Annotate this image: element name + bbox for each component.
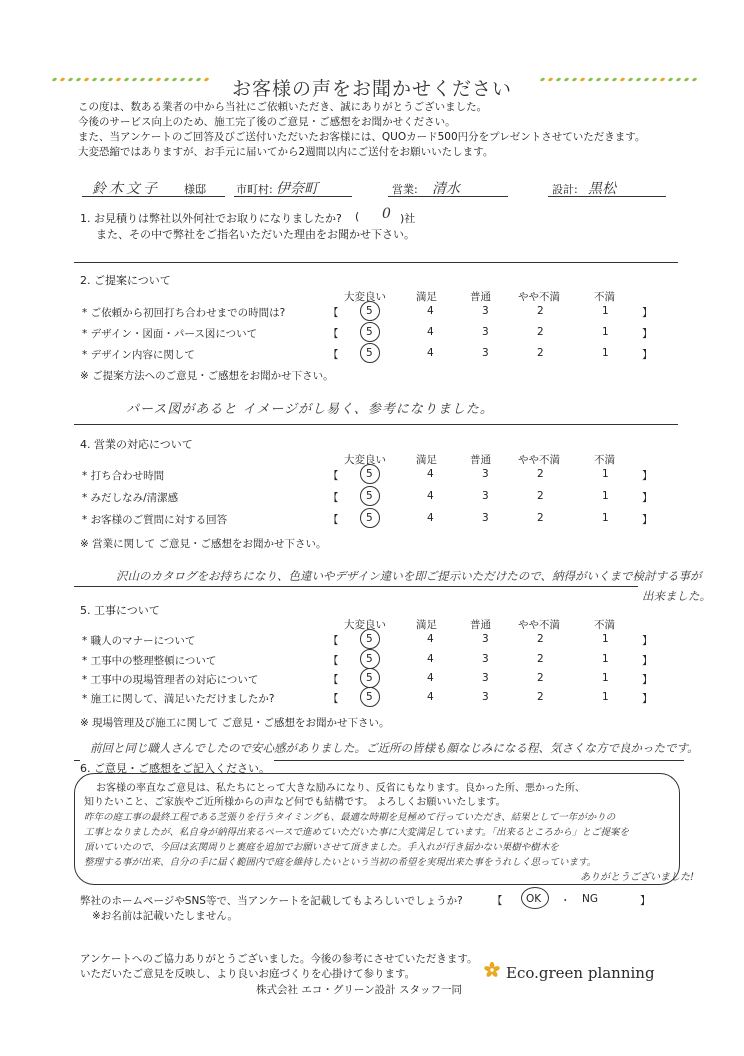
q5-item: * 施工に関して、満足いただけましたか?: [82, 693, 275, 705]
rating-1[interactable]: 1: [602, 305, 609, 317]
q6-title: 6. ご意見・ご感想をご記入ください。: [80, 760, 274, 776]
rating-2[interactable]: 2: [537, 512, 544, 524]
rating-1[interactable]: 1: [602, 468, 609, 480]
bracket-close: 】: [642, 635, 653, 647]
rating-2[interactable]: 2: [537, 305, 544, 317]
bracket-open: 【: [328, 635, 339, 647]
bracket-close: 】: [642, 470, 653, 482]
rating-3[interactable]: 3: [482, 512, 489, 524]
scale-label: 不満: [594, 619, 615, 631]
rating-3[interactable]: 3: [482, 653, 489, 665]
rating-1[interactable]: 1: [602, 653, 609, 665]
rating-5[interactable]: 5: [366, 691, 373, 703]
rating-1[interactable]: 1: [602, 633, 609, 645]
rating-3[interactable]: 3: [482, 672, 489, 684]
scale-label: やや不満: [518, 454, 560, 466]
intro-text: [78, 100, 688, 160]
q5-note: ※ 現場管理及び施工に関して ご意見・ご感想をお聞かせ下さい。: [80, 717, 390, 729]
scale-label: 満足: [416, 291, 437, 303]
divider: [74, 586, 638, 587]
q1-text2: また、その中で弊社をご指名いただいた理由をお聞かせ下さい。: [96, 228, 415, 241]
rating-1[interactable]: 1: [602, 672, 609, 684]
rating-3[interactable]: 3: [482, 490, 489, 502]
rating-5[interactable]: 5: [366, 326, 373, 338]
footer-line2: いただいたご意見を反映し、より良いお庭づくりを心掛けて参ります。: [80, 968, 416, 980]
divider: [548, 196, 666, 197]
rating-2[interactable]: 2: [537, 691, 544, 703]
sns-note: ※お名前は記載いたしません。: [92, 910, 238, 922]
city-label: 市町村:: [236, 183, 273, 196]
rating-2[interactable]: 2: [537, 633, 544, 645]
scale-label: 不満: [594, 454, 615, 466]
bracket-open: 【: [328, 470, 339, 482]
scale-label: 不満: [594, 291, 615, 303]
q1-text: 1. お見積りは弊社以外何社でお取りになりましたか?: [80, 212, 342, 225]
bracket-close: 】: [642, 328, 653, 340]
q2-item: * デザイン・図面・パース図について: [82, 328, 258, 340]
comment-hand-line: 頂いていたので、今回は玄関周りと裏庭を追加でお願いさせて頂きました。手入れが行き届かない果樹や樹木を: [84, 842, 559, 853]
sales-label: 営業:: [392, 183, 418, 196]
bracket-close: 】: [642, 492, 653, 504]
rating-4[interactable]: 4: [427, 490, 434, 502]
rating-4[interactable]: 4: [427, 653, 434, 665]
rating-2[interactable]: 2: [537, 490, 544, 502]
rating-1[interactable]: 1: [602, 691, 609, 703]
scale-label: やや不満: [518, 619, 560, 631]
rating-3[interactable]: 3: [482, 691, 489, 703]
rating-5[interactable]: 5: [366, 653, 373, 665]
q5-item: * 工事中の現場管理者の対応について: [82, 674, 259, 686]
intro-line: 大変恐縮ではありますが、お手元に届いてから2週間以内にご送付をお願いいたします。: [78, 146, 494, 158]
footer-line3: 株式会社 エコ・グリーン設計 スタッフ一同: [256, 984, 462, 996]
rating-4[interactable]: 4: [427, 691, 434, 703]
rating-3[interactable]: 3: [482, 347, 489, 359]
scale-label: 普通: [470, 454, 491, 466]
scale-label: 満足: [416, 619, 437, 631]
rating-4[interactable]: 4: [427, 468, 434, 480]
scale-label: 満足: [416, 454, 437, 466]
sns-separator: ・: [560, 895, 571, 907]
bracket-open: 【: [328, 492, 339, 504]
rating-5[interactable]: 5: [366, 512, 373, 524]
intro-line: 今後のサービス向上のため、施工完了後のご意見・ご感想をお聞かせください。: [78, 116, 456, 128]
q1-close: )社: [400, 212, 416, 225]
bracket-open: 【: [328, 674, 339, 686]
q4-title: 4. 営業の対応について: [80, 438, 193, 451]
rating-4[interactable]: 4: [427, 305, 434, 317]
q5-item: * 工事中の整理整頓について: [82, 655, 217, 667]
rating-4[interactable]: 4: [427, 347, 434, 359]
scale-label: 大変良い: [344, 454, 386, 466]
scale-label: 普通: [470, 619, 491, 631]
bracket-open: 【: [328, 655, 339, 667]
sns-ng-option[interactable]: NG: [582, 893, 598, 905]
bracket-open: 【: [328, 349, 339, 361]
scale-label: 大変良い: [344, 291, 386, 303]
divider: [74, 424, 678, 425]
comment-hand-line: 整理する事が出来、自分の手に届く範囲内で庭を維持したいという当初の希望を実現出来た事をうれしく思っています。: [84, 857, 597, 868]
rating-3[interactable]: 3: [482, 305, 489, 317]
bracket-close: 】: [642, 655, 653, 667]
comment-instruction: お客様の率直なご意見は、私たちにとって大きな励みになり、反省にもなります。良かった所、悪かった所、: [96, 783, 585, 794]
rating-4[interactable]: 4: [427, 326, 434, 338]
rating-2[interactable]: 2: [537, 468, 544, 480]
rating-3[interactable]: 3: [482, 633, 489, 645]
divider: [82, 196, 225, 197]
comment-hand-line: 工事となりましたが、私自身が納得出来るペースで進めていただいた事に大変満足しています。「出来るところから」とご提案を: [84, 827, 630, 838]
rating-1[interactable]: 1: [602, 326, 609, 338]
bracket-close: 】: [642, 674, 653, 686]
flower-logo-icon: [483, 961, 501, 979]
scale-label: やや不満: [518, 291, 560, 303]
footer-line1: アンケートへのご協力ありがとうございました。今後の参考にさせていただきます。: [80, 953, 478, 965]
bracket-close: 】: [642, 307, 653, 319]
comment-thanks: ありがとうございました!: [580, 872, 695, 883]
q4-item: * 打ち合わせ時間: [82, 470, 165, 482]
q2-item: * ご依頼から初回打ち合わせまでの時間は?: [82, 307, 286, 319]
q4-item: * みだしなみ/清潔感: [82, 492, 179, 504]
city-value: 伊奈町: [276, 181, 318, 197]
comment-instruction: 知りたいこと、ご家族やご近所様からの声など何でも結構です。 よろしくお願いいたします。: [84, 797, 506, 808]
title-decoration-right: [540, 78, 697, 88]
q2-note: ※ ご提案方法へのご意見・ご感想をお聞かせ下さい。: [80, 370, 334, 382]
rating-5[interactable]: 5: [366, 490, 373, 502]
rating-5[interactable]: 5: [366, 633, 373, 645]
rating-5[interactable]: 5: [366, 672, 373, 684]
rating-1[interactable]: 1: [602, 347, 609, 359]
bracket-open: 【: [492, 895, 503, 907]
rating-2[interactable]: 2: [537, 653, 544, 665]
q1-count: 0: [382, 206, 391, 222]
rating-5[interactable]: 5: [366, 347, 373, 359]
q1-open: (: [355, 210, 360, 223]
sns-ok-option[interactable]: OK: [526, 893, 542, 905]
company-logo-text: Eco.green planning: [506, 964, 655, 982]
bracket-open: 【: [328, 328, 339, 340]
comment-box-text: [84, 782, 674, 870]
page-title: お客様の声をお聞かせください: [231, 78, 512, 100]
rating-3[interactable]: 3: [482, 326, 489, 338]
bracket-open: 【: [328, 307, 339, 319]
bracket-close: 】: [640, 895, 651, 907]
divider: [388, 196, 508, 197]
q5-answer: 前回と同じ職人さんでしたので安心感がありました。ご近所の皆様も顔なじみになる程、気さくな方で良かったです。: [90, 741, 699, 755]
q2-title: 2. ご提案について: [80, 274, 171, 287]
bracket-open: 【: [328, 693, 339, 705]
rating-4[interactable]: 4: [427, 672, 434, 684]
rating-1[interactable]: 1: [602, 490, 609, 502]
rating-1[interactable]: 1: [602, 512, 609, 524]
q2-answer: パース図があると イメージがし易く、参考になりました。: [126, 402, 494, 417]
rating-4[interactable]: 4: [427, 633, 434, 645]
rating-2[interactable]: 2: [537, 672, 544, 684]
q5-item: * 職人のマナーについて: [82, 635, 196, 647]
bracket-open: 【: [328, 514, 339, 526]
intro-line: また、当アンケートのご回答及びご送付いただいたお客様には、QUOカード500円分をプレゼントさせていただきます。: [78, 131, 646, 143]
rating-2[interactable]: 2: [537, 347, 544, 359]
intro-line: この度は、数ある業者の中から当社にご依頼いただき、誠にありがとうございました。: [78, 101, 488, 113]
sns-question: 弊社のホームページやSNS等で、当アンケートを記載してもよろしいでしょうか?: [80, 895, 463, 907]
q5-title: 5. 工事について: [80, 604, 160, 617]
customer-name: 鈴木文子: [92, 181, 160, 197]
q4-answer-line1: 沢山のカタログをお持ちになり、色違いやデザイン違いを即ご提示いただけたので、納得がいくまで検討する事が: [116, 569, 702, 583]
bracket-close: 】: [642, 349, 653, 361]
rating-5[interactable]: 5: [366, 305, 373, 317]
rating-5[interactable]: 5: [366, 468, 373, 480]
scale-label: 大変良い: [344, 619, 386, 631]
rating-3[interactable]: 3: [482, 468, 489, 480]
divider: [74, 262, 678, 263]
q4-answer-line2: 出来ました。: [642, 589, 711, 603]
design-label: 設計:: [552, 183, 578, 196]
divider: [234, 196, 352, 197]
sales-value: 清水: [432, 181, 460, 197]
bracket-close: 】: [642, 514, 653, 526]
scale-label: 普通: [470, 291, 491, 303]
rating-4[interactable]: 4: [427, 512, 434, 524]
q2-item: * デザイン内容に関して: [82, 349, 195, 361]
q4-note: ※ 営業に関して ご意見・ご感想をお聞かせ下さい。: [80, 538, 327, 550]
comment-hand-line: 昨年の庭工事の最終工程である芝張りを行うタイミングも、最適な時期を見極めて行っていただき、結果として一年がかりの: [84, 812, 616, 823]
customer-suffix: 様邸: [184, 183, 206, 196]
bracket-close: 】: [642, 693, 653, 705]
rating-2[interactable]: 2: [537, 326, 544, 338]
design-value: 黒松: [588, 181, 616, 197]
q4-item: * お客様のご質問に対する回答: [82, 514, 228, 526]
